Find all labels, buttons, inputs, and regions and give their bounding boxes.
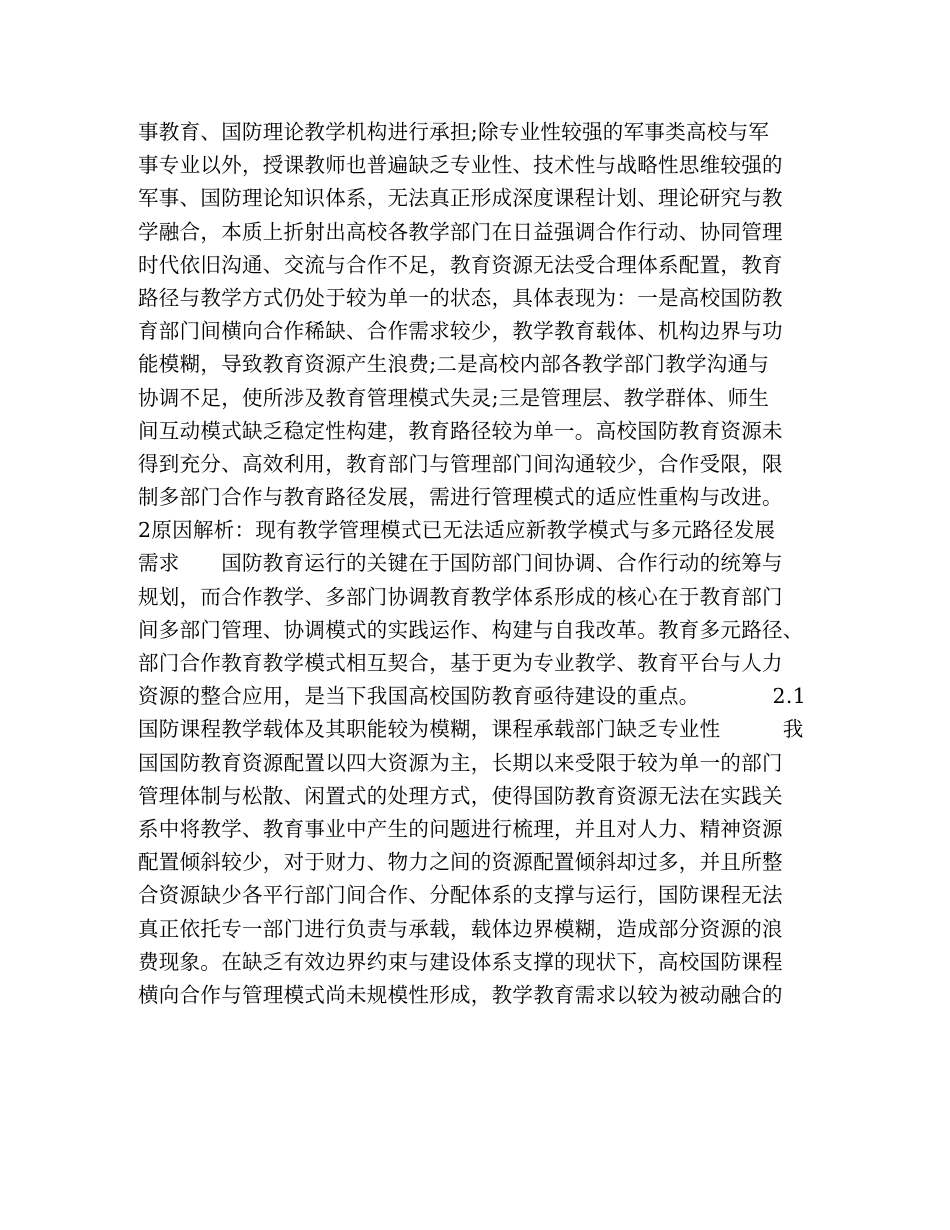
text-line: 费现象。在缺乏有效边界约束与建设体系支撑的现状下，高校国防课程 <box>138 949 783 974</box>
text-line: 军事、国防理论知识体系，无法真正形成深度课程计划、理论研究与教 <box>138 186 783 211</box>
text-line: 学融合，本质上折射出高校各教学部门在日益强调合作行动、协同管理 <box>138 219 783 244</box>
text-line: 需求 国防教育运行的关键在于国防部门间协调、合作行动的统筹与 <box>138 551 783 576</box>
text-line: 规划，而合作教学、多部门协调教育教学体系形成的核心在于教育部门 <box>138 584 783 609</box>
text-line: 能模糊，导致教育资源产生浪费;二是高校内部各教学部门教学沟通与 <box>138 352 770 377</box>
text-line: 事专业以外，授课教师也普遍缺乏专业性、技术性与战略性思维较强的 <box>138 153 783 178</box>
text-line: 协调不足，使所涉及教育管理模式失灵;三是管理层、教学群体、师生 <box>138 385 770 410</box>
text-line: 合资源缺少各平行部门间合作、分配体系的支撑与运行，国防课程无法 <box>138 883 783 908</box>
text-line: 间多部门管理、协调模式的实践运作、构建与自我改革。教育多元路径、 <box>138 617 804 642</box>
text-line: 配置倾斜较少，对于财力、物力之间的资源配置倾斜却过多，并且所整 <box>138 850 783 875</box>
text-line: 管理体制与松散、闲置式的处理方式，使得国防教育资源无法在实践关 <box>138 783 783 808</box>
text-line: 事教育、国防理论教学机构进行承担;除专业性较强的军事类高校与军 <box>138 120 770 144</box>
text-line: 间互动模式缺乏稳定性构建，教育路径较为单一。高校国防教育资源未 <box>138 418 783 443</box>
text-line: 得到充分、高效利用，教育部门与管理部门间沟通较少，合作受限，限 <box>138 451 783 476</box>
section-heading-line: 2原因解析：现有教学管理模式已无法适应新教学模式与多元路径发展 <box>138 518 776 543</box>
text-line: 系中将教学、教育事业中产生的问题进行梳理，并且对人力、精神资源 <box>138 816 783 841</box>
subsection-heading-line: 国防课程教学载体及其职能较为模糊，课程承载部门缺乏专业性 我 <box>138 717 804 742</box>
text-line: 部门合作教育教学模式相互契合，基于更为专业教学、教育平台与人力 <box>138 651 783 675</box>
text-line: 国国防教育资源配置以四大资源为主，长期以来受限于较为单一的部门 <box>138 750 783 775</box>
text-line: 路径与教学方式仍处于较为单一的状态，具体表现为：一是高校国防教 <box>138 285 783 310</box>
text-line: 横向合作与管理模式尚未规模性形成，教学教育需求以较为被动融合的 <box>138 982 783 1007</box>
text-line: 育部门间横向合作稀缺、合作需求较少，教学教育载体、机构边界与功 <box>138 319 783 344</box>
text-line: 制多部门合作与教育路径发展，需进行管理模式的适应性重构与改进。 <box>138 485 783 510</box>
text-line: 资源的整合应用，是当下我国高校国防教育亟待建设的重点。 2.1 <box>138 684 807 709</box>
text-line: 真正依托专一部门进行负责与承载，载体边界模糊，造成部分资源的浪 <box>138 916 783 941</box>
text-line: 时代依旧沟通、交流与合作不足，教育资源无法受合理体系配置，教育 <box>138 252 783 277</box>
body-text <box>138 116 828 1012</box>
